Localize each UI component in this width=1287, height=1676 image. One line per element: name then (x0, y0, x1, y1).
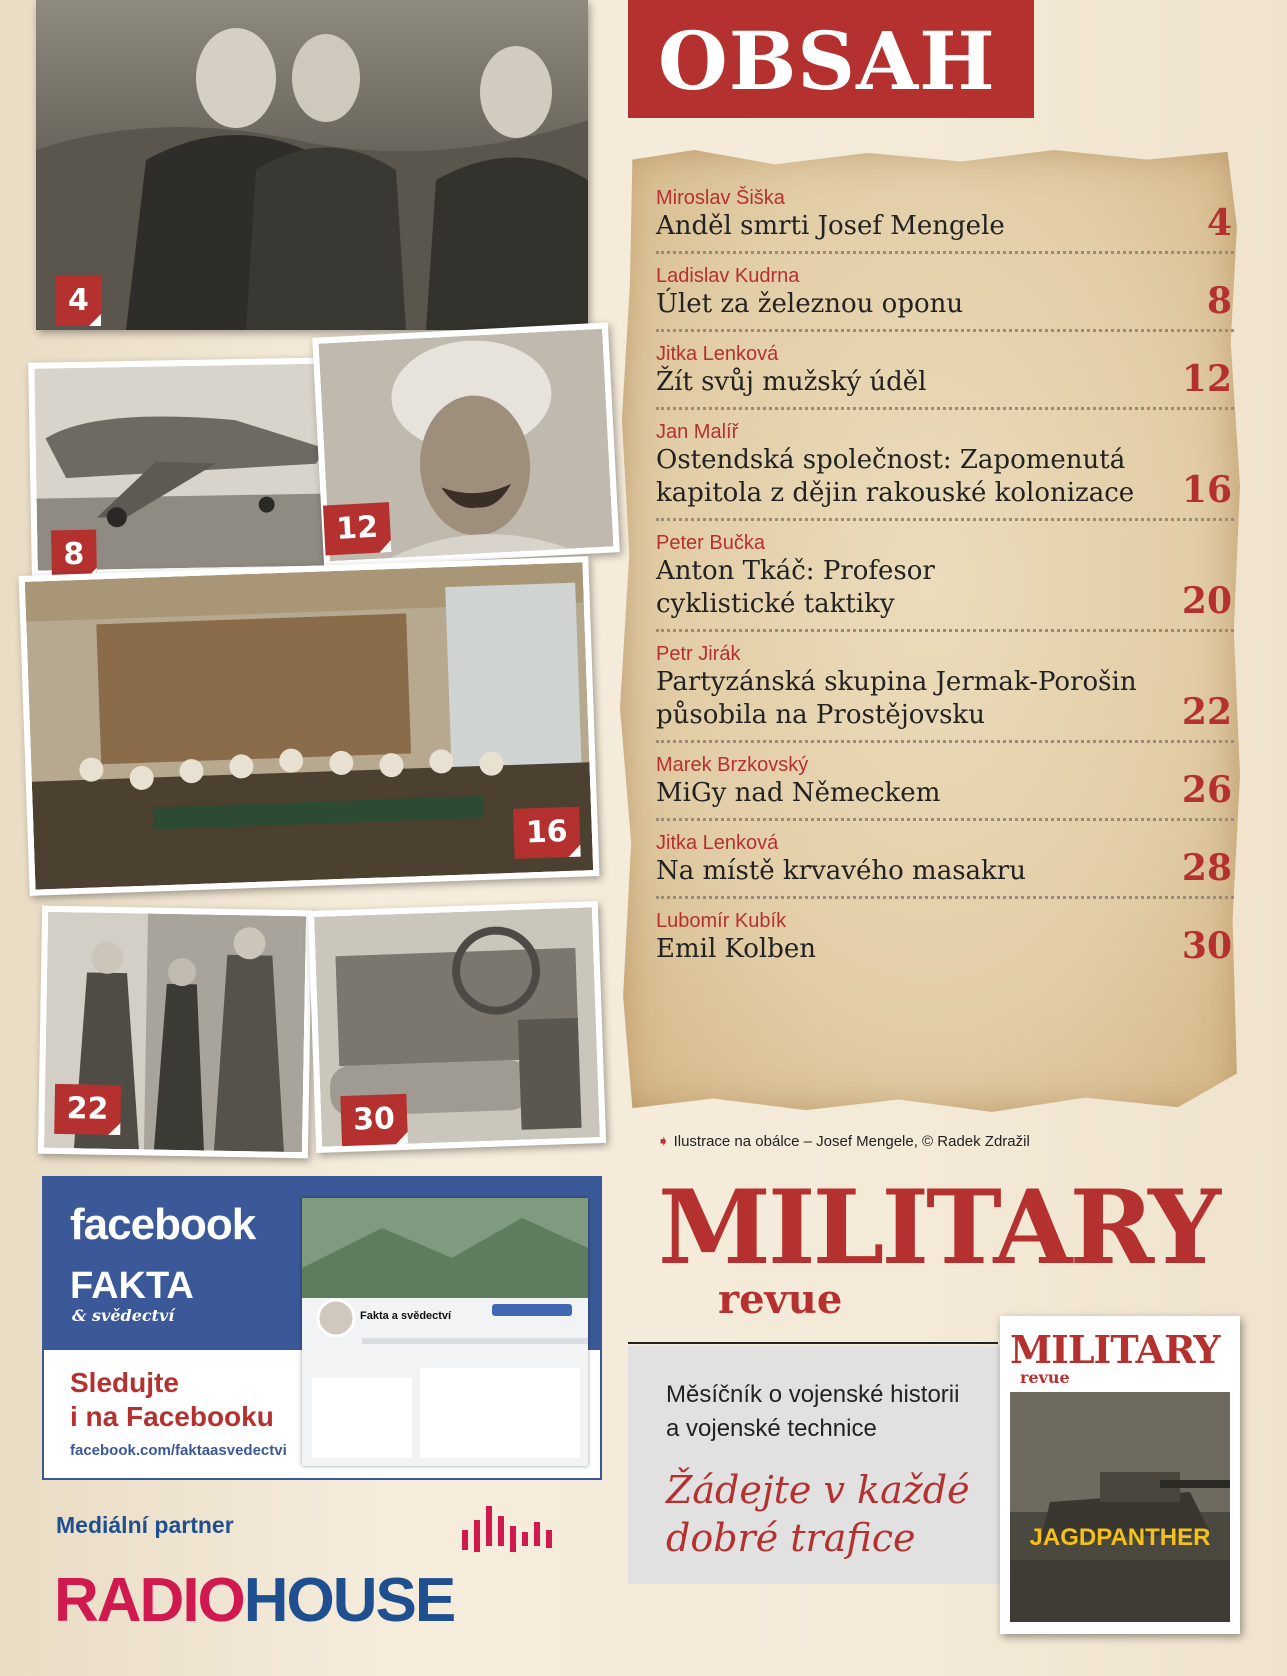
toc-title: Žít svůj mužský úděl (656, 367, 927, 397)
toc-entry[interactable] (656, 264, 1234, 332)
toc-author: Ladislav Kudrna (656, 265, 800, 287)
toc-page-number: 20 (1181, 580, 1232, 622)
toc-author: Marek Brzkovský (656, 754, 809, 776)
toc-title: Partyzánská skupina Jermak-Porošin působila na Prostějovsku (656, 667, 1137, 730)
radiohouse-bars-icon (460, 1502, 580, 1558)
toc-author: Jitka Lenková (656, 343, 779, 365)
toc-author: Lubomír Kubík (656, 910, 787, 932)
cta-line-1: Žádejte v každé (666, 1468, 970, 1512)
photo-painting-image (25, 562, 593, 889)
photo-page-badge: 12 (323, 502, 391, 555)
cover-logo-sub: revue (1020, 1368, 1070, 1387)
toc-entry[interactable] (656, 831, 1234, 899)
contents-header (628, 0, 1034, 118)
toc-author: Miroslav Šiška (656, 187, 785, 209)
photo-page-badge: 16 (513, 807, 580, 859)
photo-mengele (36, 0, 588, 330)
table-of-contents (656, 186, 1234, 984)
military-tagline-line-1: Měsíčník o vojenské historii (666, 1381, 960, 1408)
facebook-follow-text (70, 1366, 274, 1434)
radiohouse-logo-part-1: RADIO (54, 1566, 244, 1635)
photo-turban-portrait (312, 322, 620, 567)
toc-title: Anděl smrti Josef Mengele (656, 211, 1005, 241)
toc-page-number: 28 (1181, 847, 1232, 889)
photo-page-badge: 30 (340, 1094, 407, 1146)
toc-entry[interactable] (656, 186, 1234, 254)
contents-title: OBSAH (658, 14, 996, 108)
painting-illustration (25, 562, 593, 889)
toc-page-number: 30 (1181, 925, 1232, 967)
toc-entry[interactable] (656, 909, 1234, 974)
toc-page-number: 26 (1181, 769, 1232, 811)
photo-partisans (38, 906, 312, 1159)
photo-page-badge: 22 (54, 1084, 121, 1135)
military-tagline-line-2: a vojenské technice (666, 1415, 877, 1442)
divider (628, 1342, 998, 1344)
arrow-icon: ➧ (657, 1133, 670, 1150)
toc-entry[interactable] (656, 642, 1234, 743)
toc-title: Úlet za železnou oponu (656, 289, 964, 319)
toc-title: Emil Kolben (656, 934, 816, 964)
photo-machinery (308, 901, 606, 1153)
facebook-logo: facebook (70, 1200, 256, 1249)
toc-entry[interactable] (656, 753, 1234, 821)
radiohouse-logo-part-2: HOUSE (243, 1566, 455, 1635)
toc-title: Ostendská společnost: Zapomenutá kapitola z dějin rakouské kolonizace (656, 445, 1135, 508)
photo-airplane (28, 357, 344, 576)
fakta-logo: FAKTA (70, 1265, 194, 1307)
toc-page-number: 4 (1206, 202, 1232, 244)
toc-page-number: 8 (1206, 280, 1232, 322)
military-call-to-action (666, 1466, 1006, 1562)
toc-entry[interactable] (656, 342, 1234, 410)
military-logo: MILITARY (658, 1168, 1218, 1288)
facebook-url[interactable]: facebook.com/faktaasvedectvi (70, 1442, 287, 1459)
toc-page-number: 12 (1181, 358, 1232, 400)
photo-mengele-image (36, 0, 588, 330)
fakta-logo-sub: & svědectví (72, 1306, 175, 1325)
toc-page-number: 16 (1181, 469, 1232, 511)
military-cover-thumbnail[interactable] (1000, 1316, 1240, 1634)
toc-entry[interactable] (656, 420, 1234, 521)
toc-title: Na místě krvavého masakru (656, 856, 1026, 886)
cover-caption-text: Ilustrace na obálce – Josef Mengele, © Radek Zdražil (673, 1133, 1030, 1150)
toc-title: MiGy nad Německem (656, 778, 941, 808)
toc-author: Peter Bučka (656, 532, 765, 554)
officers-illustration (36, 0, 588, 330)
cover-logo: MILITARY (1010, 1327, 1220, 1372)
facebook-ad[interactable] (42, 1176, 602, 1480)
photo-page-badge: 8 (51, 530, 97, 581)
photo-ostend-painting (19, 556, 600, 896)
photo-page-badge: 4 (56, 276, 101, 326)
radiohouse-logo[interactable] (54, 1566, 454, 1636)
cover-caption (657, 1132, 1030, 1150)
cover-headline: JAGDPANTHER (1029, 1524, 1211, 1551)
facebook-screenshot-illustration (302, 1198, 588, 1466)
follow-line-2: i na Facebooku (70, 1401, 274, 1432)
cta-line-2: dobré trafice (666, 1516, 916, 1560)
toc-entry[interactable] (656, 531, 1234, 632)
facebook-page-screenshot (302, 1198, 588, 1466)
toc-author: Jan Malíř (656, 421, 739, 443)
military-logo-sub: revue (718, 1276, 843, 1323)
toc-page-number: 22 (1181, 691, 1232, 733)
facebook-screenshot-title: Fakta a svědectví (360, 1310, 452, 1322)
military-tagline (666, 1378, 1006, 1446)
media-partner-label: Mediální partner (56, 1512, 234, 1538)
follow-line-1: Sledujte (70, 1367, 179, 1398)
cover-strip (1010, 1560, 1230, 1622)
toc-author: Petr Jirák (656, 643, 741, 665)
toc-title: Anton Tkáč: Profesor cyklistické taktiky (656, 556, 935, 619)
toc-author: Jitka Lenková (656, 832, 779, 854)
